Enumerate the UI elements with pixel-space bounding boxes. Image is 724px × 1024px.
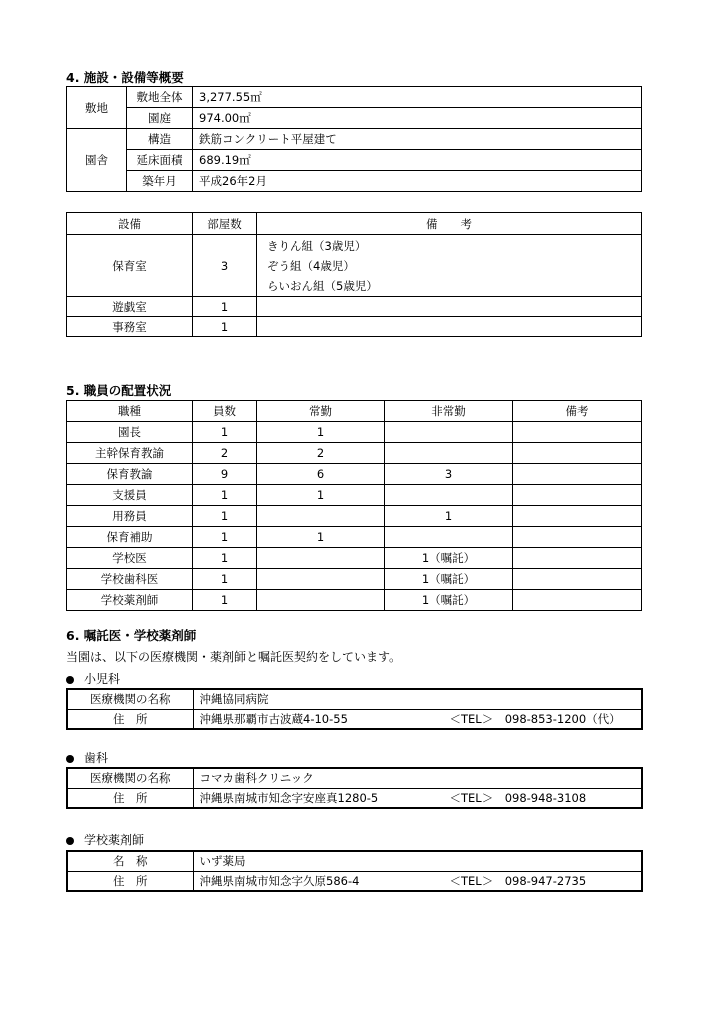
staff-cell: 1 (193, 506, 257, 527)
table-row (67, 527, 642, 548)
staff-cell: 学校薬剤師 (67, 590, 193, 611)
equipment-name: 保育室 (67, 235, 193, 297)
table-row (67, 464, 642, 485)
staff-cell: 1 (193, 422, 257, 443)
table-row (67, 485, 642, 506)
clinic-table (66, 767, 643, 809)
staff-cell (257, 506, 385, 527)
staff-cell: 主幹保育教諭 (67, 443, 193, 464)
name-label: 名 称 (67, 851, 193, 871)
staff-cell (513, 569, 642, 590)
staff-cell (513, 527, 642, 548)
note-line: らいおん組（5歳児） (267, 278, 378, 293)
staff-header: 非常勤 (385, 401, 513, 422)
equipment-header: 部屋数 (193, 213, 257, 235)
staff-cell (385, 485, 513, 506)
staff-cell: 2 (257, 443, 385, 464)
staff-header: 員数 (193, 401, 257, 422)
staff-cell: 1 (193, 485, 257, 506)
facility-table (66, 86, 642, 192)
staff-cell: 学校医 (67, 548, 193, 569)
equipment-table (66, 212, 642, 337)
table-row (67, 590, 642, 611)
staff-cell (257, 548, 385, 569)
bullet-icon (66, 676, 74, 684)
address-label: 住 所 (67, 788, 193, 808)
staff-cell: 保育補助 (67, 527, 193, 548)
staff-cell: 1（嘱託） (385, 548, 513, 569)
section6-title: 6. 嘱託医・学校薬剤師 (66, 628, 197, 643)
row-value: 3,277.55㎡ (193, 87, 642, 108)
staff-cell: 2 (193, 443, 257, 464)
building-label: 園舎 (67, 129, 127, 192)
group-heading: 学校薬剤師 (66, 831, 144, 848)
name-label: 医療機関の名称 (67, 768, 193, 788)
address-cell (193, 709, 642, 729)
table-row (67, 548, 642, 569)
staff-cell: 学校歯科医 (67, 569, 193, 590)
staff-cell: 1（嘱託） (385, 569, 513, 590)
clinic-tel: ＜TEL＞ 098-853-1200（代） (449, 711, 621, 726)
staff-cell: 1 (257, 422, 385, 443)
staff-cell (513, 422, 642, 443)
table-row (67, 443, 642, 464)
group-heading: 歯科 (66, 749, 108, 766)
staff-cell: 9 (193, 464, 257, 485)
section5-title: 5. 職員の配置状況 (66, 383, 172, 398)
staff-cell: 3 (385, 464, 513, 485)
clinic-address: 沖縄県南城市知念字安座真1280-5 (199, 790, 379, 805)
staff-cell: 1 (193, 569, 257, 590)
staff-cell: 1 (193, 527, 257, 548)
address-label: 住 所 (67, 709, 193, 729)
clinic-table (66, 850, 643, 892)
equipment-notes (257, 317, 642, 337)
staff-cell: 1（嘱託） (385, 590, 513, 611)
staff-cell (257, 590, 385, 611)
staff-cell (513, 464, 642, 485)
row-value: 689.19㎡ (193, 150, 642, 171)
staff-cell: 1 (257, 485, 385, 506)
row-key: 築年月 (127, 171, 193, 192)
row-value: 平成26年2月 (193, 171, 642, 192)
site-label: 敷地 (67, 87, 127, 129)
row-key: 敷地全体 (127, 87, 193, 108)
equipment-notes (257, 235, 642, 297)
staff-cell (257, 569, 385, 590)
equipment-name: 遊戯室 (67, 297, 193, 317)
row-value: 974.00㎡ (193, 108, 642, 129)
row-key: 構造 (127, 129, 193, 150)
equipment-header: 備 考 (257, 213, 642, 235)
equipment-notes (257, 297, 642, 317)
name-label: 医療機関の名称 (67, 689, 193, 709)
row-key: 園庭 (127, 108, 193, 129)
clinic-table (66, 688, 643, 730)
staff-cell (385, 443, 513, 464)
address-cell (193, 871, 642, 891)
clinic-name: いず薬局 (193, 851, 642, 871)
section6-intro: 当園は、以下の医療機関・薬剤師と嘱託医契約をしています。 (66, 650, 402, 664)
staff-header: 常勤 (257, 401, 385, 422)
table-row (67, 422, 642, 443)
row-value: 鉄筋コンクリート平屋建て (193, 129, 642, 150)
section4-title: 4. 施設・設備等概要 (66, 70, 184, 85)
staff-cell: 支援員 (67, 485, 193, 506)
staff-cell (513, 485, 642, 506)
staff-cell: 6 (257, 464, 385, 485)
row-key: 延床面積 (127, 150, 193, 171)
staff-table (66, 400, 642, 611)
staff-cell (385, 422, 513, 443)
staff-header-row (67, 401, 642, 422)
clinic-tel: ＜TEL＞ 098-948-3108 (449, 790, 587, 805)
staff-header: 備考 (513, 401, 642, 422)
clinic-name: 沖縄協同病院 (193, 689, 642, 709)
bullet-icon (66, 755, 74, 763)
staff-cell (513, 443, 642, 464)
clinic-address: 沖縄県南城市知念字久原586-4 (199, 873, 360, 888)
staff-cell: 園長 (67, 422, 193, 443)
staff-cell (513, 590, 642, 611)
equipment-count: 3 (193, 235, 257, 297)
clinic-address: 沖縄県那覇市古波蔵4-10-55 (199, 711, 348, 726)
note-line: きりん組（3歳児） (267, 238, 367, 253)
clinic-name: コマカ歯科クリニック (193, 768, 642, 788)
group-heading: 小児科 (66, 670, 120, 687)
staff-cell: 1 (257, 527, 385, 548)
table-row (67, 506, 642, 527)
equipment-header: 設備 (67, 213, 193, 235)
bullet-icon (66, 837, 74, 845)
table-row (67, 569, 642, 590)
staff-cell: 1 (193, 548, 257, 569)
staff-cell: 保育教諭 (67, 464, 193, 485)
equipment-count: 1 (193, 317, 257, 337)
staff-cell: 1 (385, 506, 513, 527)
address-cell (193, 788, 642, 808)
staff-cell (385, 527, 513, 548)
staff-header: 職種 (67, 401, 193, 422)
staff-cell (513, 548, 642, 569)
staff-cell: 用務員 (67, 506, 193, 527)
note-line: ぞう組（4歳児） (267, 258, 355, 273)
equipment-count: 1 (193, 297, 257, 317)
staff-cell: 1 (193, 590, 257, 611)
equipment-name: 事務室 (67, 317, 193, 337)
clinic-tel: ＜TEL＞ 098-947-2735 (449, 873, 587, 888)
address-label: 住 所 (67, 871, 193, 891)
staff-cell (513, 506, 642, 527)
